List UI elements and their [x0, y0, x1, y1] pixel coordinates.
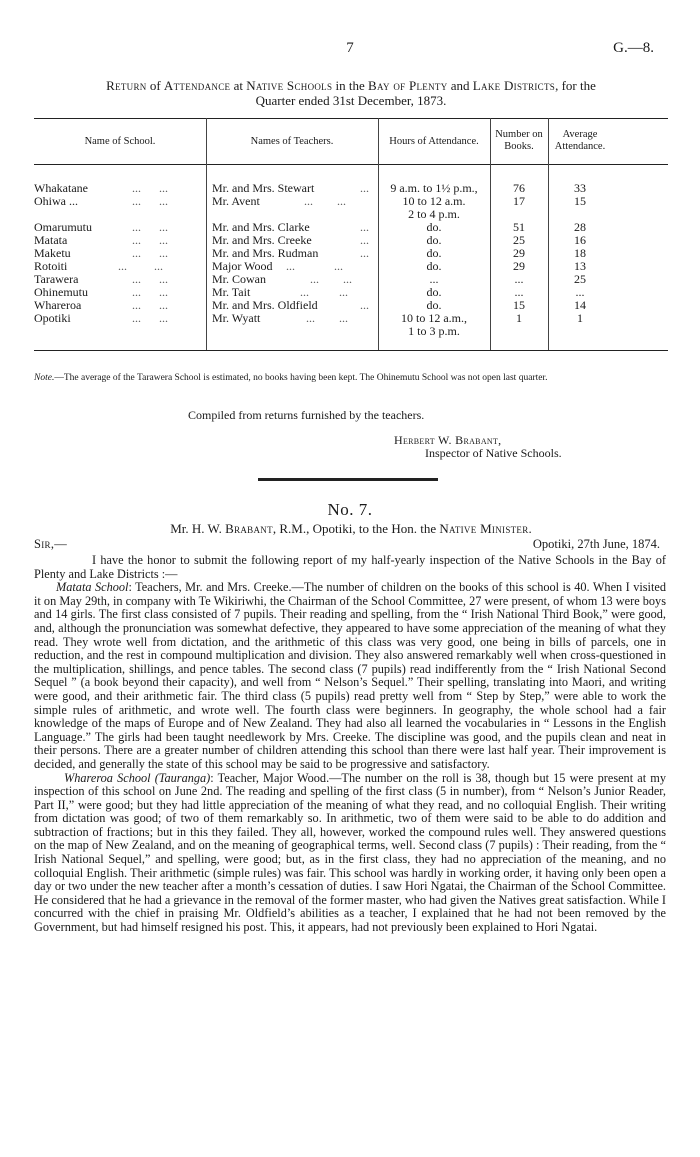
cell-hours: do.: [426, 285, 442, 299]
cell-attendance: 14: [574, 298, 586, 312]
table-bottom-rule: [34, 350, 668, 351]
letter-date: Opotiki, 27th June, 1874.: [532, 537, 660, 551]
title-word: Return: [106, 78, 147, 93]
cell-books: 51: [513, 220, 525, 234]
paragraph-text: : Teachers, Mr. and Mrs. Creeke.—The number of children on the books of this school is 40. When I visited it on May 29th, in company with Te Wikiriwhi, the Chairman of the School Committee, 27 were present, of whom 13 were boys and 14 girls. The first class consisted of 7 pupils. Their reading and spelling, from the “ Irish National Third Book,” were good, and, although the pronunciation was somewhat defective, they appeared to have some appreciation of the meaning of what they read. They wrote well from dictation, and the arithmetic of this class was very good, one being in bills of parcels, one in reduction, and the rest in compound multiplication and division. They also answered remarkably well when cross-questioned in the multiplication, shillings, and pence tables. The second class (7 pupils) read indifferently from the “ Irish National Second Sequel ” (a book beyond their capacity), and well from “ Nelson’s Sequel.” Their spelling, translating into Maori, and writing were good, and their arithmetic fair. The third class (5 pupils) read pretty well from “ Step by Step,” were able to work the simple rules of arithmetic, and wrote well. The fourth class were beginners. In geography, the whole school had a fair knowledge of the maps of Europe and of New Zealand. They had also all learned the vocabularies in “ Lessons in the English Language.” The girls had been taught needlework by Mrs. Creeke. The discipline was good, and the pupils clean and neat in their persons. There are a greater number of children attending this school than there were last half year. Their improvement is decided, and generally the state of this school may be said to be progressive and satisfactory.: [34, 580, 666, 771]
cell-books: 15: [513, 298, 525, 312]
leader-dots: ... ...: [286, 259, 343, 273]
signature-title: Inspector of Native Schools.: [425, 446, 562, 460]
cell-hours: do.: [426, 233, 442, 247]
cell-teachers: Mr. and Mrs. Creeke: [212, 233, 312, 247]
leader-dots: ... ...: [132, 194, 168, 208]
cell-hours: 2 to 4 p.m.: [408, 207, 460, 221]
header-hours: Hours of Attendance.: [389, 136, 479, 147]
cell-hours: do.: [426, 259, 442, 273]
return-title: [34, 78, 668, 108]
cell-attendance: 16: [574, 233, 586, 247]
column-divider: [206, 118, 207, 350]
header-books-line-1: Number on: [495, 129, 543, 140]
leader-dots: ...: [360, 220, 369, 234]
cell-books: 25: [513, 233, 525, 247]
cell-hours: 9 a.m. to 1½ p.m.,: [390, 181, 478, 195]
cell-teachers: Major Wood: [212, 259, 273, 273]
cell-hours: 10 to 12 a.m.,: [401, 311, 467, 325]
header-attendance-line-2: Attendance.: [554, 141, 606, 152]
leader-dots: ...: [360, 298, 369, 312]
cell-books: ...: [514, 285, 524, 299]
cell-school: Whareroa: [34, 298, 82, 312]
header-school: Name of School.: [84, 136, 156, 147]
leader-dots: ... ...: [132, 220, 168, 234]
cell-school: Matata: [34, 233, 68, 247]
title-word: Native Schools: [246, 78, 333, 93]
cell-school: Whakatane: [34, 181, 88, 195]
cell-books: 29: [513, 259, 525, 273]
cell-school: Opotiki: [34, 311, 71, 325]
paragraph-matata: [34, 581, 666, 771]
title-word: , for the: [555, 78, 596, 93]
leader-dots: ... ...: [304, 194, 346, 208]
leader-dots: ... ...: [132, 233, 168, 247]
cell-school: Ohiwa ...: [34, 194, 78, 208]
cell-attendance: 15: [574, 194, 586, 208]
cell-teachers: Mr. Wyatt: [212, 311, 261, 325]
salutation: Sir,—: [34, 537, 68, 551]
table-top-rule: [34, 118, 668, 119]
header-books-line-2: Books.: [504, 141, 534, 152]
page-reference: G.—8.: [613, 40, 654, 56]
leader-dots: ... ...: [118, 259, 163, 273]
cell-attendance: 18: [574, 246, 586, 260]
cell-attendance: 13: [574, 259, 586, 273]
title-word: of: [149, 78, 161, 93]
leader-dots: ... ...: [132, 285, 168, 299]
cell-hours: do.: [426, 298, 442, 312]
cell-hours: 10 to 12 a.m.: [402, 194, 466, 208]
header-attendance: [548, 129, 612, 153]
title-word: at: [233, 78, 243, 93]
cell-teachers: Mr. and Mrs. Oldfield: [212, 298, 318, 312]
school-label: Whareroa School (Tauranga): [64, 770, 211, 785]
leader-dots: ... ...: [132, 298, 168, 312]
cell-school: Maketu: [34, 246, 71, 260]
school-label: Matata School: [56, 580, 129, 595]
signature-name: Herbert W. Brabant,: [394, 433, 502, 447]
paragraph-intro: I have the honor to submit the following report of my half-yearly inspection of the Native Schools in the Bay of Plenty and Lake Districts :—: [34, 553, 666, 581]
letter-from: [34, 521, 668, 537]
title-word: Lake Districts: [472, 78, 556, 93]
cell-hours: ...: [429, 272, 439, 286]
title-word: Attendance: [163, 78, 231, 93]
cell-teachers: Mr. Cowan: [212, 272, 266, 286]
cell-teachers: Mr. Avent: [212, 194, 260, 208]
cell-attendance: ...: [575, 285, 585, 299]
cell-teachers: Mr. Tait: [212, 285, 251, 299]
cell-hours: 1 to 3 p.m.: [408, 324, 460, 338]
compiled-line: Compiled from returns furnished by the teachers.: [188, 408, 425, 422]
attendance-table: [34, 114, 668, 358]
cell-books: ...: [514, 272, 524, 286]
header-books: [490, 129, 548, 153]
cell-attendance: 1: [577, 311, 583, 325]
cell-teachers: Mr. and Mrs. Stewart: [212, 181, 315, 195]
leader-dots: ... ...: [132, 272, 168, 286]
header-attendance-line-1: Average: [562, 129, 598, 140]
leader-dots: ... ...: [132, 311, 168, 325]
table-header-rule: [34, 164, 668, 165]
note-label: Note.: [34, 373, 55, 383]
leader-dots: ... ...: [132, 246, 168, 260]
cell-teachers: Mr. and Mrs. Rudman: [212, 246, 319, 260]
cell-books: 1: [516, 311, 522, 325]
title-word: Bay of Plenty: [368, 78, 448, 93]
cell-attendance: 25: [574, 272, 586, 286]
cell-hours: do.: [426, 246, 442, 260]
cell-attendance: 28: [574, 220, 586, 234]
cell-books: 29: [513, 246, 525, 260]
table-note: [34, 372, 666, 384]
leader-dots: ...: [360, 233, 369, 247]
paragraph-text: : Teacher, Major Wood.—The number on the roll is 38, though but 15 were present at my inspection of this school on June 2nd. The reading and spelling of the first class (5 in number), from “ Nelson’s Junior Reader, Part II,” were good; but they had little appreciation of the meaning of what they read, and no colloquial English. Their writing from dictation was good; of two of them remarkably so. In arithmetic, two of them were said to be able to do addition and subtraction of fractions; but in this they failed. They all, however, worked the compound rules well. They answered questions on the map of New Zealand, and on the meaning of geographical terms, well. Second class (7 pupils) : Their reading, from the “ Irish National Sequel,” and spelling, were good; but, as in the first class, they had no appreciation of the meaning, and no colloquial English. Their arithmetic (simple rules) was fair. This school was hardly in working order, it having only been open a day or two under the new teacher after a month’s cessation of duties. I saw Hori Ngatai, the Chairman of the School Committee. He considered that he had a grievance in the removal of the former master, who had given the Natives great satisfaction. While I concurred with the chief in praising Mr. Oldfield’s abilities as a teacher, I explained that he had not been removed by the Government, but had himself resigned his post. This, it appears, had not previously been explained to Hori Ngatai.: [34, 770, 666, 935]
leader-dots: ... ...: [132, 181, 168, 195]
section-divider: [258, 478, 438, 481]
page-number: 7: [346, 40, 354, 56]
paragraph-whareroa: [34, 772, 666, 935]
cell-school: Tarawera: [34, 272, 79, 286]
from-part: , R.M., Opotiki, to the Hon. the: [272, 521, 437, 536]
from-part: Brabant: [225, 521, 273, 536]
leader-dots: ...: [360, 246, 369, 260]
header-teachers: Names of Teachers.: [250, 136, 334, 147]
cell-hours: do.: [426, 220, 442, 234]
from-part: .: [528, 521, 532, 536]
leader-dots: ... ...: [306, 311, 348, 325]
cell-teachers: Mr. and Mrs. Clarke: [212, 220, 310, 234]
leader-dots: ...: [360, 181, 369, 195]
note-text: —The average of the Tarawera School is estimated, no books having been kept. The Ohinemutu School was not open last quarter.: [54, 373, 548, 383]
from-part: Mr. H. W.: [170, 521, 222, 536]
title-word: in the: [335, 78, 365, 93]
cell-attendance: 33: [574, 181, 586, 195]
leader-dots: ... ...: [310, 272, 352, 286]
cell-school: Rotoiti: [34, 259, 68, 273]
cell-school: Ohinemutu: [34, 285, 88, 299]
cell-school: Omarumutu: [34, 220, 92, 234]
title-word: and: [450, 78, 470, 93]
letter-body: [34, 554, 666, 935]
cell-books: 76: [513, 181, 525, 195]
from-part: Native Minister: [439, 521, 529, 536]
leader-dots: ... ...: [300, 285, 348, 299]
cell-books: 17: [513, 194, 525, 208]
title-line-2: Quarter ended 31st December, 1873.: [255, 93, 447, 108]
letter-number: No. 7.: [327, 500, 373, 519]
